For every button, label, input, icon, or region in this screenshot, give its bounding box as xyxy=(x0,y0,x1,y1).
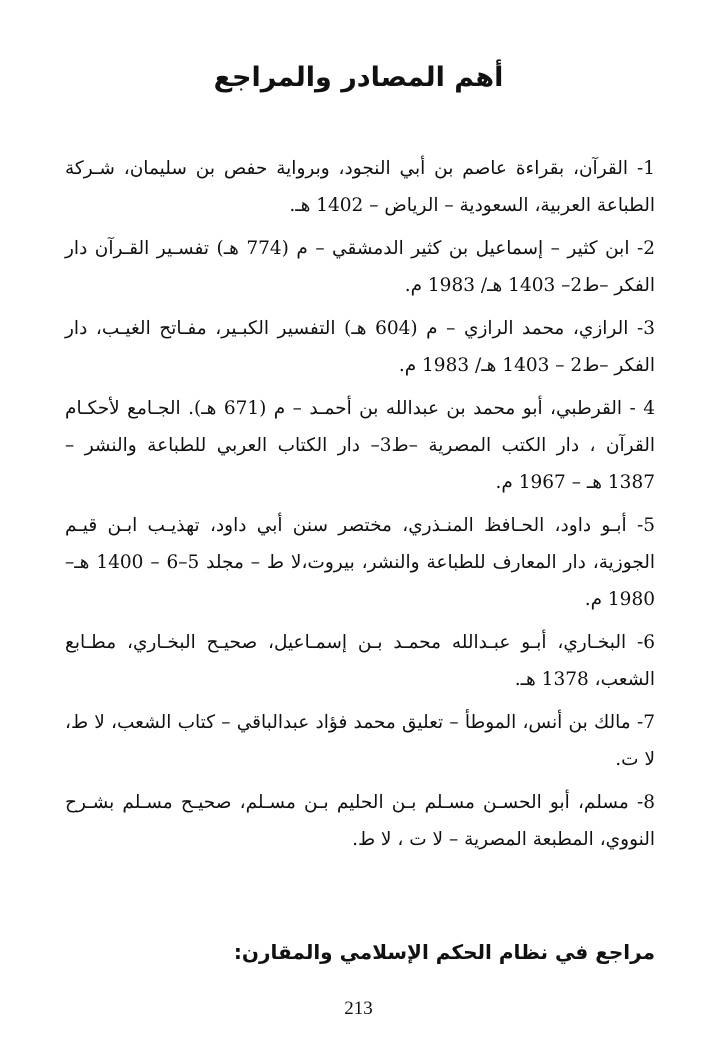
reference-text: الرازي، محمد الرازي – م (604 هـ) التفسير الكبـير، مفـاتح الغيـب، دار الفكر –ط2 – 1403 هـ/ 1983 م. xyxy=(65,318,655,376)
reference-item xyxy=(65,150,655,224)
reference-number: 6- xyxy=(636,632,655,653)
page-title: أهم المصادر والمراجع xyxy=(213,62,504,93)
reference-item xyxy=(65,390,655,501)
reference-number: 4 - xyxy=(629,398,655,419)
reference-item xyxy=(65,310,655,384)
reference-item xyxy=(65,507,655,618)
reference-number: 5- xyxy=(636,515,655,536)
section-subheading: مراجع في نظام الحكم الإسلامي والمقارن: xyxy=(233,940,655,964)
reference-number: 2- xyxy=(636,238,656,259)
reference-item xyxy=(65,704,655,778)
reference-text: القرطبي، أبو محمد بن عبدالله بن أحمـد – م (671 هـ). الجـامع لأحكـام القرآن ، دار الكتب المصرية –ط3– دار الكتاب العربي للطباعة والنشر – 1387 هـ – 1967 م. xyxy=(65,398,655,493)
reference-text: مالك بن أنس، الموطأ – تعليق محمد فؤاد عبدالباقي – كتاب الشعب، لا ط، لا ت. xyxy=(65,712,655,770)
reference-text: القرآن، بقراءة عاصم بن أبي النجود، وبرواية حفص بن سليمان، شـركة الطباعة العربية، السعودية – الرياض – 1402 هـ. xyxy=(65,158,655,216)
page-number: 213 xyxy=(344,998,373,1019)
reference-text: البخـاري، أبـو عبـدالله محمـد بـن إسمـاعيل، صحيـح البخـاري، مطـابع الشعب، 1378 هـ. xyxy=(65,632,655,690)
reference-number: 3- xyxy=(636,318,655,339)
references-list xyxy=(65,150,655,864)
reference-text: مسلم، أبو الحسـن مسـلم بـن الحليم بـن مسـلم، صحيـح مسـلم بشـرح النووي، المطبعة المصرية – لا ت ، لا ط. xyxy=(65,792,655,850)
reference-text: أبـو داود، الحـافظ المنـذري، مختصر سنن أبي داود، تهذيـب ابـن قيـم الجوزية، دار المعارف للطباعة والنشر، بيروت،لا ط – مجلد 5–6 – 1400 هـ– 1980 م. xyxy=(65,515,655,610)
reference-item xyxy=(65,624,655,698)
reference-text: ابن كثير – إسماعيل بن كثير الدمشقي – م (774 هـ) تفسـير القـرآن دار الفكر –ط2– 1403 هـ/ 1983 م. xyxy=(65,238,655,296)
reference-item xyxy=(65,230,655,304)
reference-item xyxy=(65,784,655,858)
reference-number: 7- xyxy=(636,712,655,733)
reference-number: 8- xyxy=(636,792,655,813)
reference-number: 1- xyxy=(636,158,655,179)
